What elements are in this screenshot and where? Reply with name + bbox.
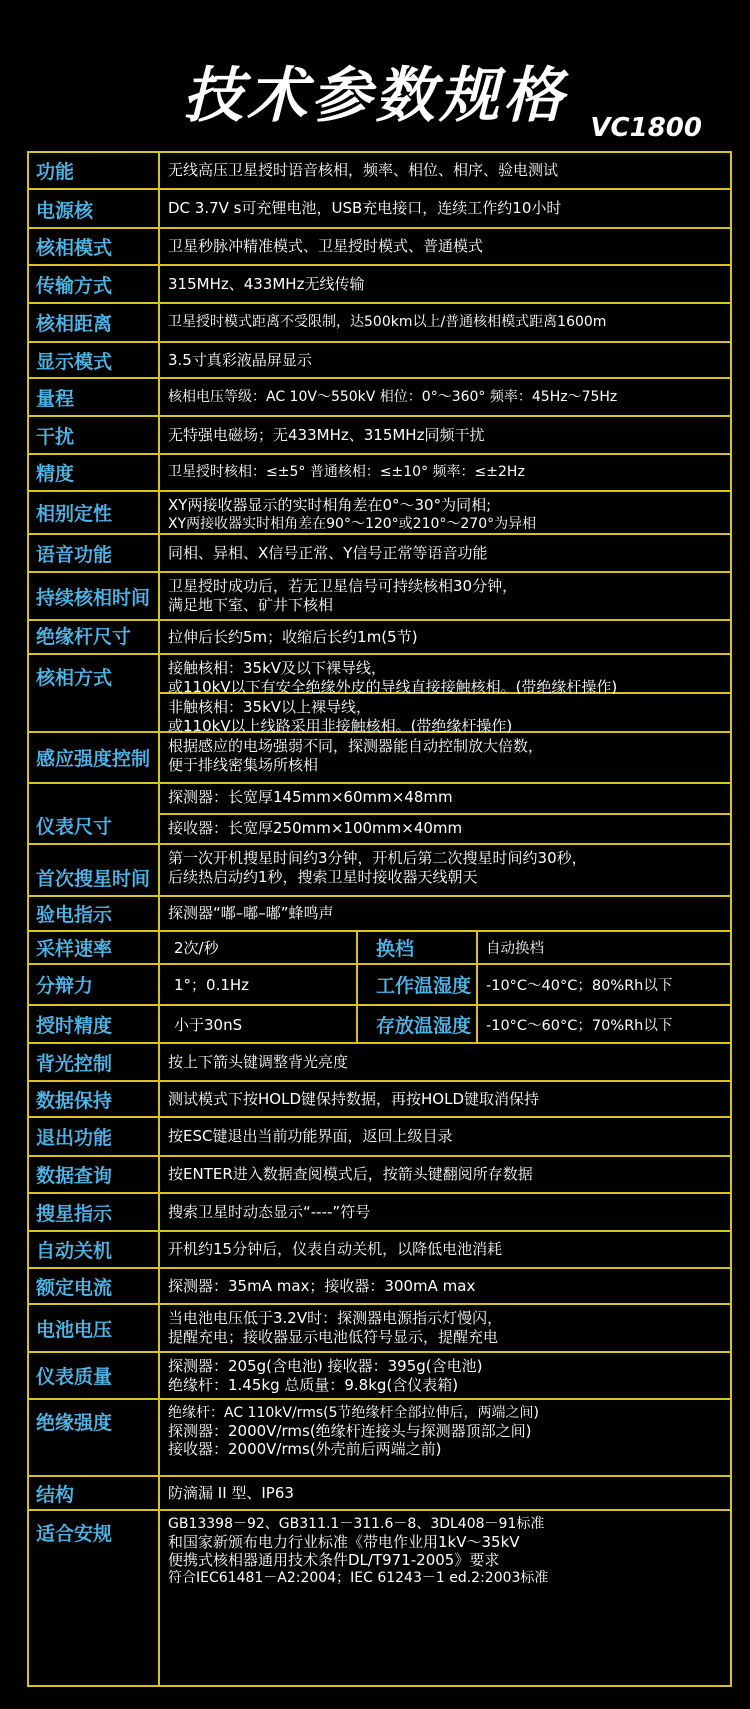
spec-label-secondary-text: 存放温湿度 [376,1014,472,1037]
spec-label-secondary-text: 工作温湿度 [376,975,472,997]
spec-row [29,266,730,304]
spec-line: 探测器：长宽厚145mm×60mm×48mm [168,788,453,806]
spec-row [29,897,730,932]
spec-label: 采样速率 [29,932,160,963]
spec-value [160,845,730,895]
spec-value [160,229,730,264]
spec-row [29,343,730,379]
spec-line: 无特强电磁场；无433MHz、315MHz同频干扰 [168,425,485,444]
spec-value [160,304,730,341]
spec-line: 便于排线密集场所核相 [168,756,319,774]
spec-line: 测试模式下按HOLD键保持数据，再按HOLD键取消保持 [168,1089,539,1108]
spec-value [160,1400,730,1475]
spec-label: 结构 [29,1477,160,1509]
spec-label: 搜星指示 [29,1194,160,1230]
spec-line: 按上下箭头键调整背光亮度 [168,1052,349,1071]
spec-row [29,492,730,535]
spec-value-part [160,694,730,733]
spec-value [160,1082,730,1116]
spec-value-part [160,655,730,694]
spec-value [160,1305,730,1351]
spec-line: 探测器：205g(含电池) 接收器：395g(含电池) [168,1357,483,1375]
spec-value [160,1044,730,1080]
spec-line: 按ESC键退出当前功能界面，返回上级目录 [168,1127,453,1145]
spec-label: 绝缘强度 [29,1400,160,1475]
spec-line: 或110kV以下有安全绝缘外皮的导线直接接触核相。(带绝缘杆操作) [168,678,618,696]
spec-line: 卫星秒脉冲精准模式、卫星授时模式、普通模式 [168,237,484,255]
spec-row [29,1157,730,1194]
spec-table [27,151,732,1687]
spec-label: 分辩力 [29,965,160,1004]
spec-value [160,655,730,735]
spec-label-secondary [358,1006,478,1042]
spec-label: 功能 [29,153,160,188]
spec-label: 干扰 [29,417,160,453]
spec-row [29,1232,730,1269]
spec-value-part [160,784,730,815]
spec-label: 显示模式 [29,343,160,377]
page-title: 技术参数规格 [183,61,567,131]
spec-row [29,932,730,965]
spec-line: 搜索卫星时动态显示“----”符号 [168,1202,371,1221]
spec-line: 或110kV以上线路采用非接触核相。(带绝缘杆操作) [168,717,513,735]
spec-line: 卫星授时成功后，若无卫星信号可持续核相30分钟， [168,577,518,595]
spec-row [29,153,730,190]
spec-row [29,455,730,492]
spec-value [160,1269,730,1303]
spec-label: 精度 [29,455,160,490]
spec-row [29,1353,730,1400]
spec-label-secondary [358,965,478,1004]
spec-line: 拉伸后长约5m；收缩后长约1m(5节) [168,627,418,646]
spec-row [29,190,730,229]
spec-row [29,573,730,621]
spec-row [29,1006,730,1044]
spec-value [160,1511,730,1687]
spec-label: 相别定性 [29,492,160,533]
spec-value [160,266,730,302]
spec-value [160,379,730,415]
spec-line: 接触核相：35kV及以下裸导线， [168,659,387,677]
spec-line: 卫星授时模式距离不受限制，达500km以上/普通核相模式距离1600m [168,314,607,330]
spec-line: 绝缘杆：1.45kg 总质量：9.8kg(含仪表箱) [168,1376,459,1394]
spec-row [29,845,730,897]
spec-line: 开机约15分钟后，仪表自动关机，以降低电池消耗 [168,1240,503,1258]
spec-label: 绝缘杆尺寸 [29,621,160,653]
spec-value [160,535,730,571]
spec-value [160,343,730,377]
spec-value-part [160,815,730,845]
spec-label: 授时精度 [29,1006,160,1042]
spec-line: 后续热启动约1秒，搜索卫星时接收器天线朝天 [168,868,478,886]
spec-row [29,655,730,733]
spec-label: 额定电流 [29,1269,160,1303]
spec-row [29,733,730,784]
spec-line: 卫星授时核相：≤±5° 普通核相：≤±10° 频率：≤±2Hz [168,464,525,480]
spec-label: 仪表尺寸 [29,784,160,843]
spec-value [160,621,730,653]
spec-label: 传输方式 [29,266,160,302]
spec-row [29,1118,730,1157]
spec-row [29,417,730,455]
spec-line: 非触核相：35kV以上裸导线， [168,698,372,716]
spec-value-secondary: -10°C～60°C；70%Rh以下 [486,1017,673,1034]
spec-label: 数据保持 [29,1082,160,1116]
spec-label: 核相模式 [29,229,160,264]
spec-line: XY两接收器实时相角差在90°～120°或210°～270°为异相 [168,516,537,532]
spec-value [160,1194,730,1230]
spec-line: 当电池电压低于3.2V时：探测器电源指示灯慢闪， [168,1309,503,1327]
spec-value: 2次/秒 [160,932,358,963]
spec-row [29,1194,730,1232]
spec-row [29,229,730,266]
spec-row [29,1269,730,1305]
spec-line: 第一次开机搜星时间约3分钟，开机后第二次搜星时间约30秒， [168,849,587,867]
spec-value [160,1477,730,1509]
spec-value [160,1157,730,1192]
spec-value-secondary: -10°C～40°C；80%Rh以下 [486,978,673,994]
spec-value [160,784,730,843]
spec-row [29,379,730,417]
spec-line: 和国家新颁布电力行业标准《带电作业用1kV～35kV [168,1533,520,1551]
spec-line: 防滴漏 II 型、IP63 [168,1483,294,1502]
spec-row [29,304,730,343]
spec-label: 适合安规 [29,1511,160,1687]
spec-label: 核相距离 [29,304,160,341]
spec-value [160,417,730,453]
spec-row [29,1511,730,1687]
spec-line: 便携式核相器通用技术条件DL/T971-2005》要求 [168,1551,500,1569]
spec-label-secondary [358,932,478,963]
spec-value [160,733,730,782]
spec-line: 接收器：长宽厚250mm×100mm×40mm [168,819,463,837]
spec-line: 无线高压卫星授时语音核相，频率、相位、相序、验电测试 [168,161,559,179]
spec-line: 根据感应的电场强弱不同，探测器能自动控制放大倍数， [168,737,544,755]
spec-value [160,455,730,490]
spec-row [29,965,730,1006]
spec-value-secondary: 自动换档 [486,941,544,957]
spec-line: 探测器“嘟–嘟–嘟”蜂鸣声 [168,904,334,922]
spec-label: 仪表质量 [29,1353,160,1398]
spec-line: 绝缘杆：AC 110kV/rms(5节绝缘杆全部拉伸后，两端之间) [168,1405,539,1421]
spec-value [160,492,730,533]
spec-row [29,1082,730,1118]
spec-line: 同相、异相、X信号正常、Y信号正常等语音功能 [168,543,488,562]
spec-row [29,1477,730,1511]
model-number: VC1800 [590,113,702,143]
spec-line: DC 3.7V s可充锂电池，USB充电接口，连续工作约10小时 [168,199,562,217]
spec-label: 核相方式 [29,655,160,731]
spec-line: 提醒充电；接收器显示电池低符号显示，提醒充电 [168,1328,499,1346]
spec-line: 符合IEC61481－A2:2004；IEC 61243－1 ed.2:2003标准 [168,1570,549,1586]
spec-value [160,573,730,619]
spec-label: 电源核 [29,190,160,227]
spec-label: 首次搜星时间 [29,845,160,895]
spec-row [29,535,730,573]
spec-value [160,1232,730,1267]
spec-label: 感应强度控制 [29,733,160,782]
spec-line: GB13398－92、GB311.1－311.6－8、3DL408－91标准 [168,1516,545,1532]
spec-line: 315MHz、433MHz无线传输 [168,274,365,293]
spec-row [29,1305,730,1353]
spec-value: 1°；0.1Hz [160,965,358,1004]
spec-label: 语音功能 [29,535,160,571]
spec-label: 持续核相时间 [29,573,160,619]
spec-value [160,1118,730,1155]
spec-value [160,190,730,227]
spec-value [160,1353,730,1398]
spec-row [29,1400,730,1477]
spec-label: 退出功能 [29,1118,160,1155]
spec-line: 探测器：35mA max；接收器：300mA max [168,1276,476,1295]
spec-label: 数据查询 [29,1157,160,1192]
spec-line: 接收器：2000V/rms(外壳前后两端之前) [168,1440,442,1458]
spec-line: 3.5寸真彩液晶屏显示 [168,350,312,369]
spec-value [160,153,730,188]
spec-line: 按ENTER进入数据查阅模式后，按箭头键翻阅所存数据 [168,1165,533,1183]
spec-row [29,784,730,845]
spec-row [29,1044,730,1082]
spec-label: 自动关机 [29,1232,160,1267]
spec-label: 量程 [29,379,160,415]
spec-line: 探测器：2000V/rms(绝缘杆连接头与探测器顶部之间) [168,1422,532,1440]
spec-label: 电池电压 [29,1305,160,1351]
spec-label: 背光控制 [29,1044,160,1080]
spec-row [29,621,730,655]
spec-line: 满足地下室、矿井下核相 [168,596,334,614]
spec-label-secondary-text: 换档 [376,938,415,960]
spec-line: 核相电压等级：AC 10V～550kV 相位：0°～360° 频率：45Hz～75Hz [168,388,618,405]
spec-line: XY两接收器显示的实时相角差在0°～30°为同相; [168,496,492,514]
spec-value: 小于30nS [160,1006,358,1042]
spec-label: 验电指示 [29,897,160,930]
spec-value [160,897,730,930]
